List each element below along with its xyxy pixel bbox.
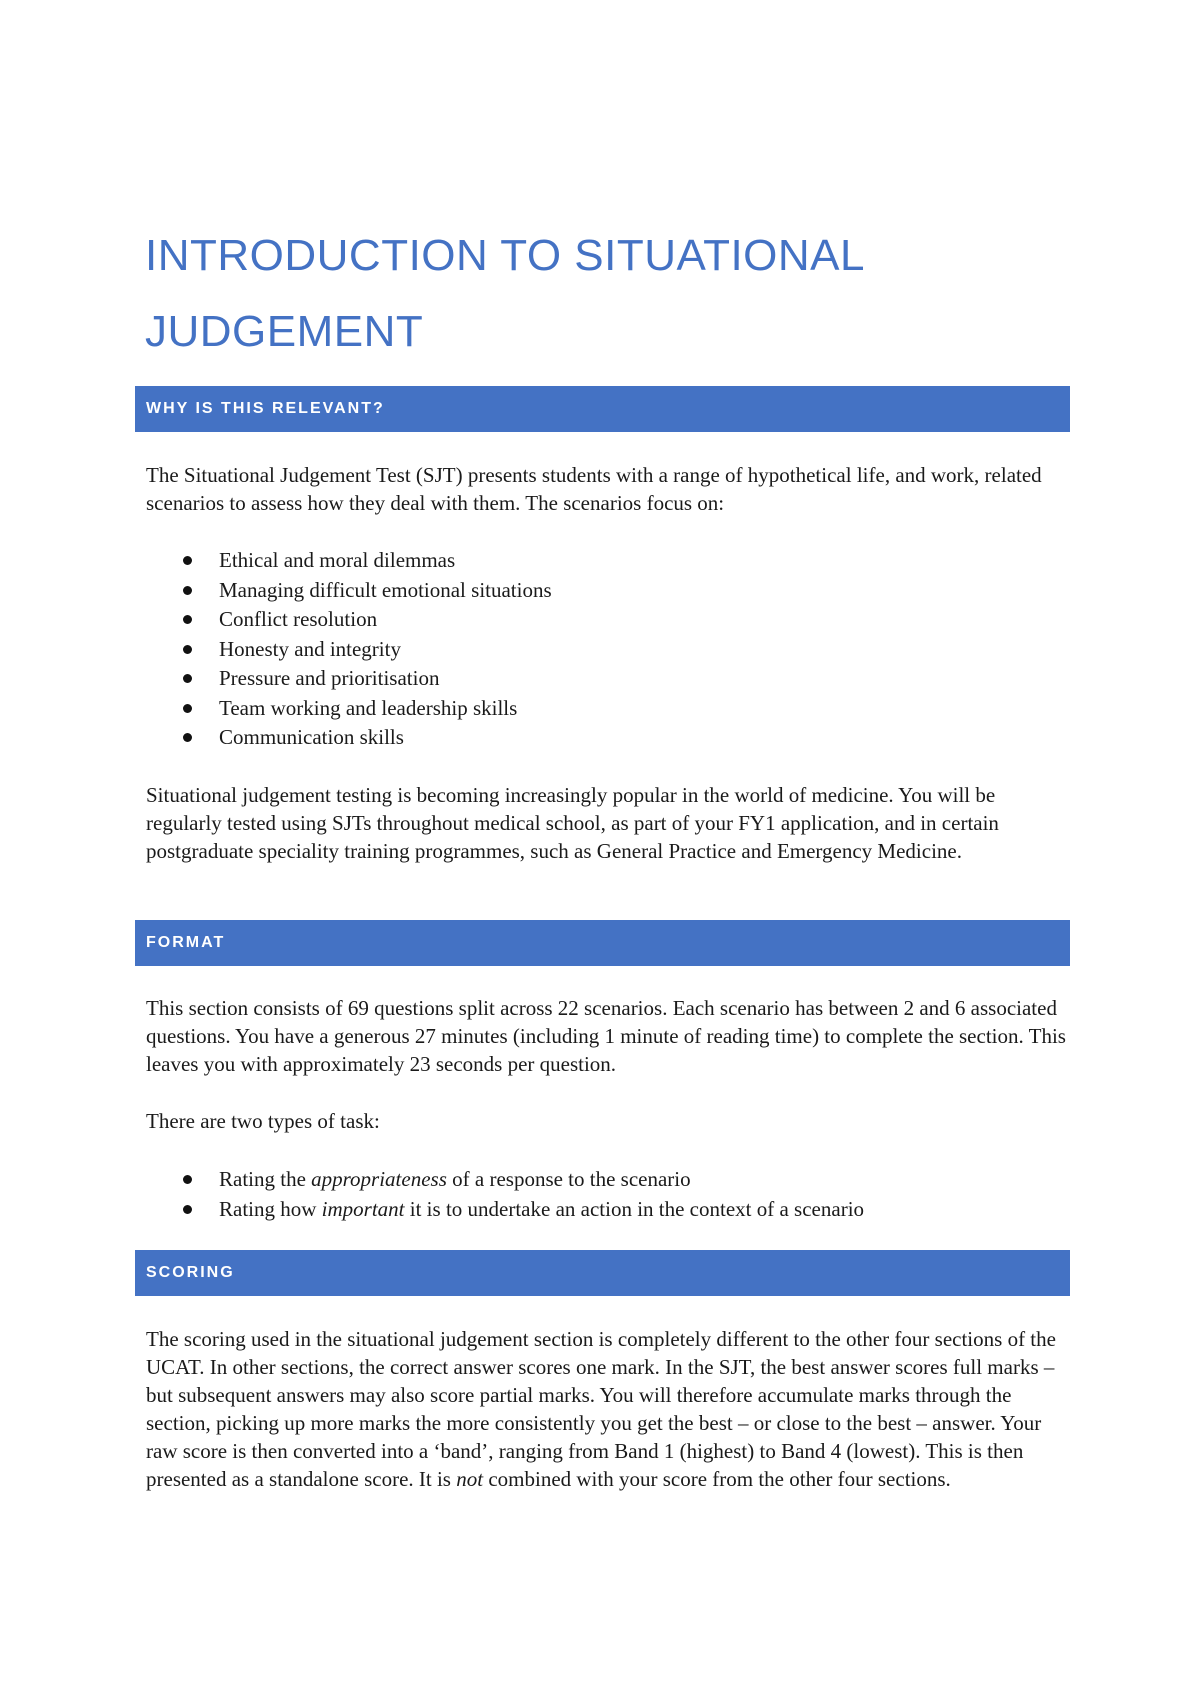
- list-item: Team working and leadership skills: [146, 694, 1071, 724]
- task-intro: There are two types of task:: [146, 1109, 380, 1133]
- relevance-intro-paragraph: The Situational Judgement Test (SJT) presents students with a range of hypothetical life, and work, related scenarios to assess how they deal with them. The scenarios focus on:: [146, 463, 1042, 515]
- section-heading-relevance: WHY IS THIS RELEVANT?: [135, 386, 1070, 432]
- list-item: Managing difficult emotional situations: [146, 576, 1071, 606]
- list-item: Rating how important it is to undertake an action in the context of a scenario: [146, 1195, 1071, 1225]
- list-item: Rating the appropriateness of a response to the scenario: [146, 1165, 1071, 1195]
- list-item: Ethical and moral dilemmas: [146, 546, 1071, 576]
- focus-areas-list: [146, 546, 1071, 753]
- section-heading-scoring: SCORING: [135, 1250, 1070, 1296]
- list-item: Communication skills: [146, 723, 1071, 753]
- format-paragraph: This section consists of 69 questions split across 22 scenarios. Each scenario has between 2 and 6 associated questions. You have a generous 27 minutes (including 1 minute of reading time) to complete the section. This leaves you with approximately 23 seconds per question.: [146, 996, 1066, 1076]
- bullet-icon: [183, 704, 192, 713]
- bullet-icon: [183, 1175, 192, 1184]
- relevance-closing-paragraph: Situational judgement testing is becoming increasingly popular in the world of medicine. You will be regularly tested using SJTs throughout medical school, as part of your FY1 application, and in certain postgraduate speciality training programmes, such as General Practice and Emergency Medicine.: [146, 783, 999, 863]
- list-item: Honesty and integrity: [146, 635, 1071, 665]
- list-item: Pressure and prioritisation: [146, 664, 1071, 694]
- page-title: INTRODUCTION TO SITUATIONAL JUDGEMENT: [145, 231, 864, 356]
- bullet-icon: [183, 674, 192, 683]
- bullet-icon: [183, 645, 192, 654]
- bullet-icon: [183, 556, 192, 565]
- bullet-icon: [183, 733, 192, 742]
- scoring-paragraph: The scoring used in the situational judgement section is completely different to the other four sections of the UCAT. In other sections, the correct answer scores one mark. In the SJT, the best answer scores full marks – but subsequent answers may also score partial marks. You will therefore accumulate marks through the section, picking up more marks the more consistently you get the best – or close to the best – answer. Your raw score is then converted into a ‘band’, ranging from Band 1 (highest) to Band 4 (lowest). This is then presented as a standalone score. It is not combined with your score from the other four sections.: [146, 1327, 1056, 1491]
- bullet-icon: [183, 586, 192, 595]
- section-heading-format: FORMAT: [135, 920, 1070, 966]
- bullet-icon: [183, 615, 192, 624]
- list-item: Conflict resolution: [146, 605, 1071, 635]
- bullet-icon: [183, 1205, 192, 1214]
- task-types-list: [146, 1165, 1071, 1224]
